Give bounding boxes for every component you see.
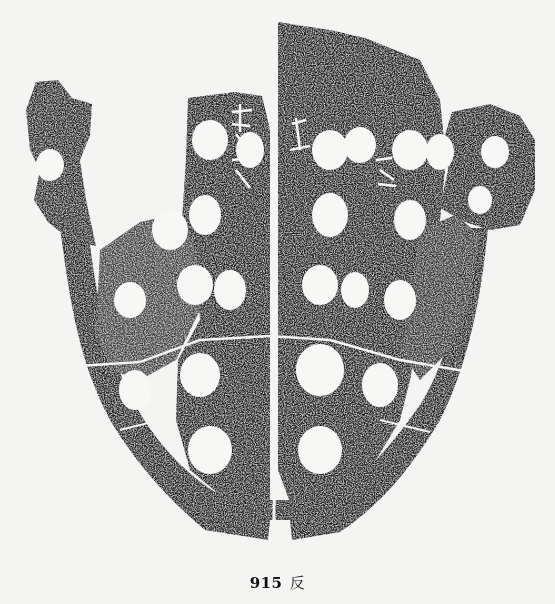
right-wing: [440, 104, 535, 230]
plate-side-label: 反: [289, 574, 306, 592]
plate-caption: [0, 572, 555, 593]
plate-number: 915: [249, 574, 283, 592]
